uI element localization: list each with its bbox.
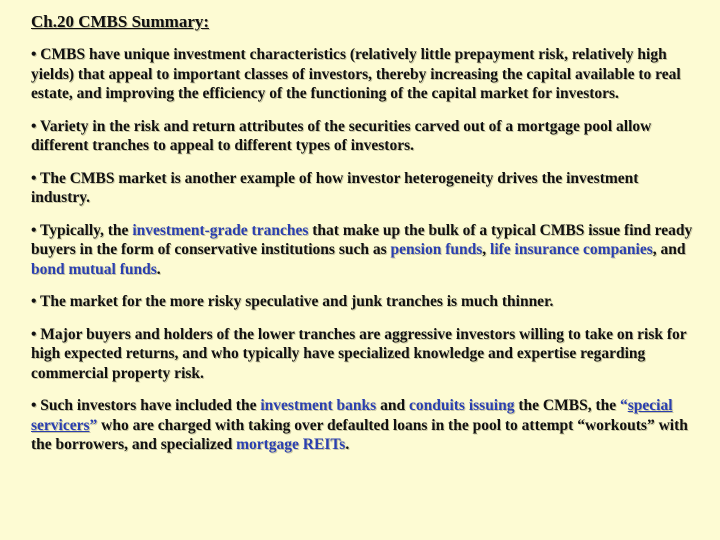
bullet-text: • CMBS have unique investment characteristics (relatively little prepayment risk, relatively high yields) that appeal to important classes of investors, thereby increasing the capital available to real estate, and improving the efficiency of the functioning of the capital market for investors. — [31, 46, 681, 102]
highlighted-term: “ — [619, 397, 628, 414]
bullet-text: the CMBS, the — [514, 397, 620, 414]
bullet-3 — [31, 169, 694, 208]
bullet-text: . — [156, 260, 161, 278]
highlighted-term: conduits issuing — [408, 397, 515, 414]
highlighted-term: pension funds — [390, 241, 483, 258]
bullet-text: • Variety in the risk and return attributes of the securities carved out of a mortgage pool allow different tranches to appeal to different types of investors. — [31, 117, 652, 154]
bullet-6 — [31, 325, 694, 384]
highlighted-term: ” — [89, 416, 98, 434]
bullet-7 — [31, 396, 694, 455]
bullet-4 — [31, 221, 694, 280]
bullet-text: that make up the bulk of a typical CMBS issue find ready buyers in the form of conservative institutions such as — [31, 221, 693, 258]
bullet-2 — [31, 117, 694, 156]
highlighted-term: investment-grade tranches — [132, 221, 309, 239]
bullet-text: , — [482, 241, 491, 258]
bullet-text: • Major buyers and holders of the lower tranches are aggressive investors willing to take on risk for high expected returns, and who typically have specialized knowledge and expertise regarding commercial property risk. — [31, 325, 687, 382]
bullet-text: • Typically, the — [31, 221, 133, 239]
bullet-text: • The CMBS market is another example of how investor heterogeneity drives the investment industry. — [31, 169, 639, 206]
highlighted-term: mortgage REITs — [236, 436, 346, 453]
bullet-list — [31, 45, 694, 455]
highlighted-term: special servicers — [31, 397, 673, 434]
bullet-text: • The market for the more risky speculative and junk tranches is much thinner. — [31, 293, 554, 310]
bullet-text: . — [345, 436, 350, 453]
slide-title: Ch.20 CMBS Summary: — [31, 12, 210, 31]
highlighted-term: life insurance companies — [490, 241, 653, 258]
bullet-text: who are charged with taking over defaulted loans in the pool to attempt “workouts” with the borrowers, and specialized — [31, 416, 688, 453]
bullet-text: and — [376, 397, 409, 414]
highlighted-term: investment banks — [260, 397, 377, 414]
bullet-5 — [31, 292, 694, 312]
bullet-text: • Such investors have included the — [31, 397, 261, 414]
highlighted-term: bond mutual funds — [31, 260, 157, 278]
bullet-text: , and — [652, 241, 686, 258]
bullet-1 — [31, 45, 694, 104]
